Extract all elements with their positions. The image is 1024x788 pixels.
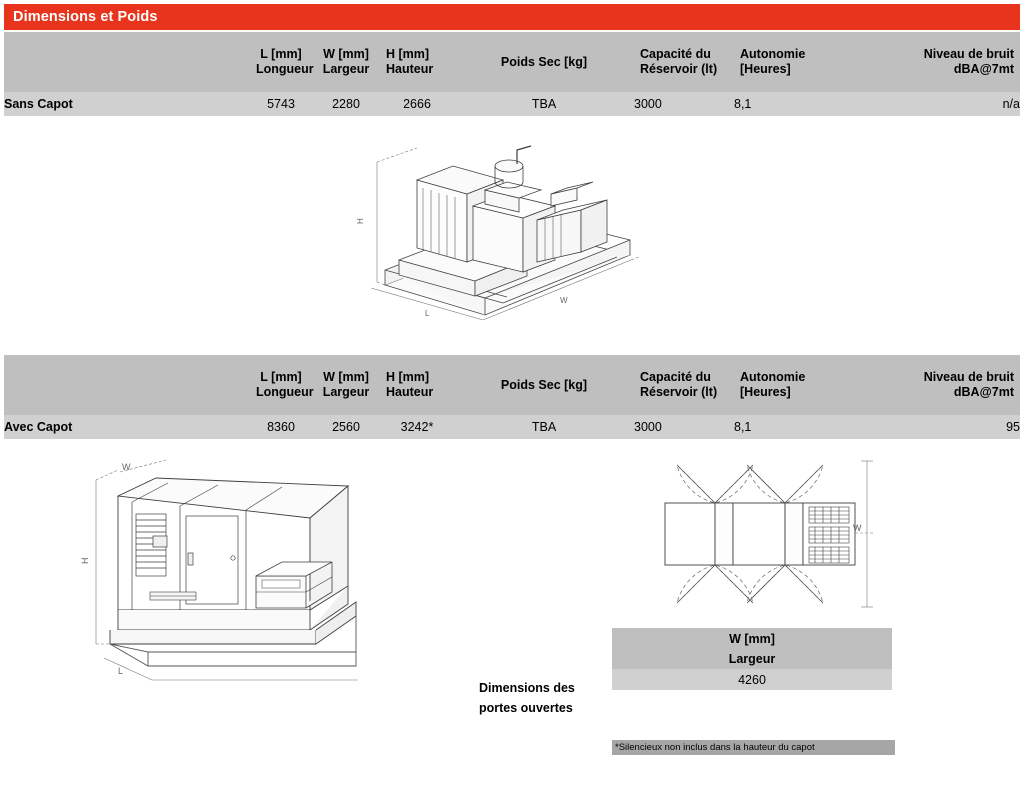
header-tank-main: Capacité du bbox=[640, 370, 711, 384]
svg-text:L: L bbox=[425, 309, 430, 318]
doors-dimensions-table bbox=[612, 628, 892, 690]
header-noise-main: Niveau de bruit bbox=[923, 370, 1014, 384]
svg-text:L: L bbox=[118, 666, 124, 676]
table-row bbox=[4, 415, 1020, 439]
doors-header-main: W [mm] bbox=[729, 631, 775, 646]
doors-caption-line1: Dimensions des bbox=[479, 681, 575, 695]
page-title: Dimensions et Poids bbox=[13, 9, 158, 25]
value-autonomy-canopy: 8,1 bbox=[734, 420, 752, 434]
header-width-main: W [mm] bbox=[323, 370, 369, 384]
footnote: *Silencieux non inclus dans la hauteur du capot bbox=[612, 740, 895, 755]
svg-text:H: H bbox=[356, 218, 365, 224]
header-length-sub: Longueur bbox=[256, 62, 314, 76]
svg-text:W: W bbox=[122, 462, 131, 472]
header-noise-sub: dBA@7mt bbox=[953, 385, 1014, 399]
doors-header-sub: Largeur bbox=[728, 651, 776, 666]
header-tank-sub: Réservoir (lt) bbox=[640, 385, 718, 399]
header-autonomy-sub: [Heures] bbox=[740, 62, 791, 76]
doors-header-cell bbox=[612, 628, 892, 669]
header-length bbox=[250, 32, 312, 92]
canopy-top-doors-open-drawing bbox=[645, 455, 885, 625]
section-title-bar bbox=[4, 4, 1020, 30]
header-autonomy-sub: [Heures] bbox=[740, 385, 791, 399]
header-width bbox=[312, 32, 380, 92]
header-tank bbox=[634, 32, 734, 92]
header-dry-weight-main: Poids Sec [kg] bbox=[500, 377, 588, 392]
row-label-canopy: Avec Capot bbox=[4, 420, 73, 434]
header-height-main: H [mm] bbox=[386, 47, 430, 61]
doors-dimensions-caption bbox=[479, 678, 599, 718]
doors-value-row bbox=[612, 669, 892, 690]
header-height bbox=[380, 32, 454, 92]
table-header-row bbox=[4, 32, 1020, 92]
header-dry-weight bbox=[454, 32, 634, 92]
value-length-open: 5743 bbox=[267, 97, 295, 111]
header-spacer bbox=[4, 355, 250, 415]
header-width-sub: Largeur bbox=[322, 385, 370, 399]
row-label-open: Sans Capot bbox=[4, 97, 73, 111]
value-height-canopy: 3242* bbox=[400, 420, 434, 434]
doors-caption-line2: portes ouvertes bbox=[479, 701, 573, 715]
value-length-canopy: 8360 bbox=[267, 420, 295, 434]
table-header-row bbox=[4, 355, 1020, 415]
header-height-sub: Hauteur bbox=[386, 385, 434, 399]
header-noise-main: Niveau de bruit bbox=[923, 47, 1014, 61]
value-width-open: 2280 bbox=[332, 97, 360, 111]
open-genset-drawing bbox=[355, 120, 655, 320]
svg-text:W: W bbox=[560, 296, 568, 305]
value-height-open: 2666 bbox=[403, 97, 431, 111]
header-height bbox=[380, 355, 454, 415]
header-autonomy-main: Autonomie bbox=[740, 47, 806, 61]
header-dry-weight-main: Poids Sec [kg] bbox=[500, 54, 588, 69]
header-length bbox=[250, 355, 312, 415]
value-noise-open: n/a bbox=[1002, 97, 1020, 111]
doors-header-row bbox=[612, 628, 892, 669]
value-tank-canopy: 3000 bbox=[634, 420, 662, 434]
header-noise bbox=[830, 355, 1020, 415]
spec-table-canopy bbox=[4, 355, 1020, 439]
value-tank-open: 3000 bbox=[634, 97, 662, 111]
header-noise bbox=[830, 32, 1020, 92]
header-autonomy bbox=[734, 355, 830, 415]
header-autonomy bbox=[734, 32, 830, 92]
header-width-sub: Largeur bbox=[322, 62, 370, 76]
value-noise-canopy: 95 bbox=[1006, 420, 1020, 434]
value-dry-weight-canopy: TBA bbox=[531, 420, 557, 434]
value-autonomy-open: 8,1 bbox=[734, 97, 752, 111]
header-height-main: H [mm] bbox=[386, 370, 430, 384]
header-length-main: L [mm] bbox=[260, 47, 302, 61]
header-tank-sub: Réservoir (lt) bbox=[640, 62, 718, 76]
svg-text:H: H bbox=[80, 557, 90, 564]
header-length-sub: Longueur bbox=[256, 385, 314, 399]
header-length-main: L [mm] bbox=[260, 370, 302, 384]
svg-text:W: W bbox=[853, 523, 862, 533]
header-height-sub: Hauteur bbox=[386, 62, 434, 76]
value-dry-weight-open: TBA bbox=[531, 97, 557, 111]
table-row bbox=[4, 92, 1020, 116]
header-tank bbox=[634, 355, 734, 415]
header-width-main: W [mm] bbox=[323, 47, 369, 61]
spec-table-open bbox=[4, 32, 1020, 116]
canopy-side-drawing bbox=[60, 458, 360, 708]
header-tank-main: Capacité du bbox=[640, 47, 711, 61]
header-spacer bbox=[4, 32, 250, 92]
header-dry-weight bbox=[454, 355, 634, 415]
doors-width-value: 4260 bbox=[612, 669, 892, 690]
header-noise-sub: dBA@7mt bbox=[953, 62, 1014, 76]
header-width bbox=[312, 355, 380, 415]
header-autonomy-main: Autonomie bbox=[740, 370, 806, 384]
value-width-canopy: 2560 bbox=[332, 420, 360, 434]
